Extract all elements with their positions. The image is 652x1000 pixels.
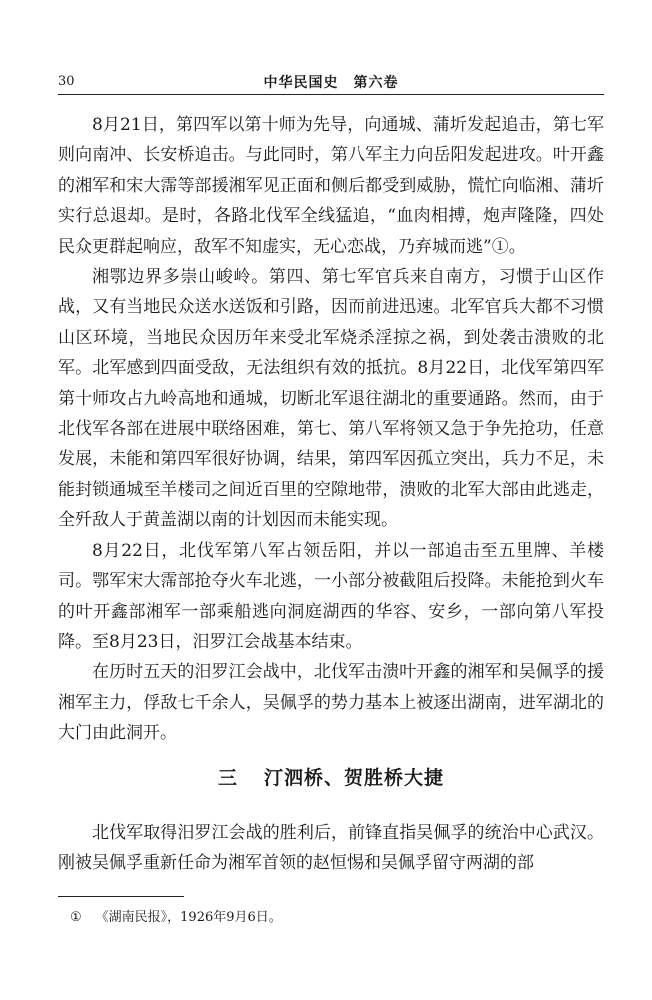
section-body (58, 818, 604, 879)
paragraph: 8月22日，北伐军第八军占领岳阳，并以一部追击至五里牌、羊楼司。鄂军宋大霈部抢夺火车北逃，一小部分被截阻后投降。未能抢到火车的叶开鑫部湘军一部乘船逃向洞庭湖西的华容、安乡，一部向第八军投降。至8月23日，汨罗江会战基本结束。 (58, 540, 604, 652)
footnote-marker: ① (70, 910, 82, 925)
paragraph: 在历时五天的汨罗江会战中，北伐军击溃叶开鑫的湘军和吴佩孚的援湘军主力，俘敌七千余人，吴佩孚的势力基本上被逐出湖南，进军湖北的大门由此洞开。 (58, 662, 604, 744)
section-heading (58, 763, 604, 790)
paragraph: 湘鄂边界多崇山峻岭。第四、第七军官兵来自南方，习惯于山区作战，又有当地民众送水送饭和引路，因而前进迅速。北军官兵大都不习惯山区环境，当地民众因历年来受北军烧杀淫掠之祸，到处袭击溃败的北军。北军感到四面受敌，无法组织有效的抵抗。8月22日，北伐军第四军第十师攻占九岭高地和通城，切断北军退往湖北的重要通路。然而，由于北伐军各部在进展中联络困难，第七、第八军将领又急于争先抢功，任意发展，未能和第四军很好协调，结果，第四军因孤立突出，兵力不足，未能封锁通城至羊楼司之间近百里的空隙地带，溃败的北军大部由此逃走，全歼敌人于黄盖湖以南的计划因而未能实现。 (58, 267, 604, 531)
paragraph: 8月21日，第四军以第十师为先导，向通城、蒲圻发起追击，第七军则向南冲、长安桥追击。与此同时，第八军主力向岳阳发起进攻。叶开鑫的湘军和宋大霈等部援湘军见正面和侧后都受到威胁，慌忙向临湘、蒲圻实行总退却。是时，各路北伐军全线猛追，“血肉相搏，炮声隆隆，四处民众更群起响应，敌军不知虚实，无心恋战，乃弃城而逃”①。 (58, 115, 604, 257)
running-head (58, 70, 604, 92)
footnote-rule (58, 896, 184, 897)
section-title: 汀泗桥、贺胜桥大捷 (264, 767, 445, 789)
page-number: 30 (58, 74, 75, 89)
paragraph: 北伐军取得汨罗江会战的胜利后，前锋直指吴佩孚的统治中心武汉。刚被吴佩孚重新任命为湘军首领的赵恒惕和吴佩孚留守两湖的部 (58, 823, 604, 874)
body-text (58, 110, 604, 749)
section-number: 三 (217, 767, 238, 789)
header-rule (58, 94, 604, 95)
footnote (58, 908, 604, 928)
footnote-text: 《湖南民报》，1926年9月6日。 (95, 910, 282, 925)
running-head-title: 中华民国史 第六卷 (263, 75, 399, 91)
